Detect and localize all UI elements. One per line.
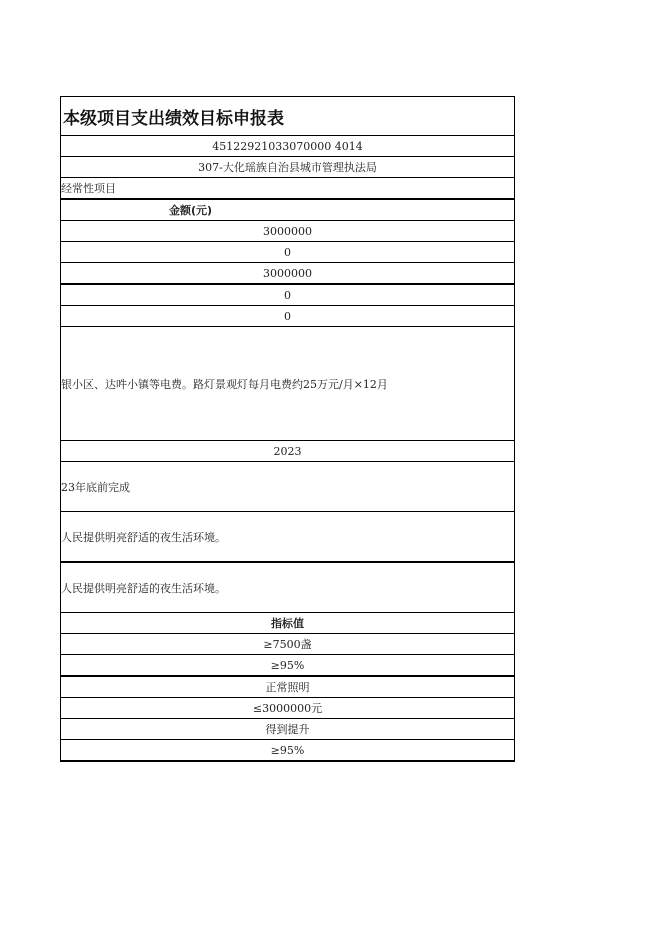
indicator-value-2: ≥95% xyxy=(60,655,515,677)
department-name: 307-大化瑶族自治县城市管理执法局 xyxy=(60,157,515,178)
amount-total: 3000000 xyxy=(60,221,515,242)
table-title: 本级项目支出绩效目标申报表 xyxy=(60,96,515,136)
project-code: 45122921033070000 4014 xyxy=(60,136,515,157)
indicator-value-6: ≥95% xyxy=(60,740,515,762)
indicator-value-3: 正常照明 xyxy=(60,677,515,698)
amount-row-3: 3000000 xyxy=(60,263,515,285)
project-year: 2023 xyxy=(60,441,515,462)
amount-row-5: 0 xyxy=(60,306,515,327)
indicator-value-5: 得到提升 xyxy=(60,719,515,740)
amount-header xyxy=(60,200,515,221)
performance-goal-2: 人民提供明亮舒适的夜生活环境。 xyxy=(60,562,515,613)
amount-row-2: 0 xyxy=(60,242,515,263)
indicator-header: 指标值 xyxy=(60,613,515,634)
amount-header-label: 金额(元) xyxy=(169,204,213,217)
indicator-value-4: ≤3000000元 xyxy=(60,698,515,719)
project-description: 银小区、达吽小镇等电费。路灯景观灯每月电费约25万元/月×12月 xyxy=(60,327,515,441)
project-type: 经常性项目 xyxy=(60,178,515,200)
completion-time: 23年底前完成 xyxy=(60,462,515,512)
indicator-value-1: ≥7500盏 xyxy=(60,634,515,655)
amount-row-4: 0 xyxy=(60,285,515,306)
performance-goal-1: 人民提供明亮舒适的夜生活环境。 xyxy=(60,512,515,562)
